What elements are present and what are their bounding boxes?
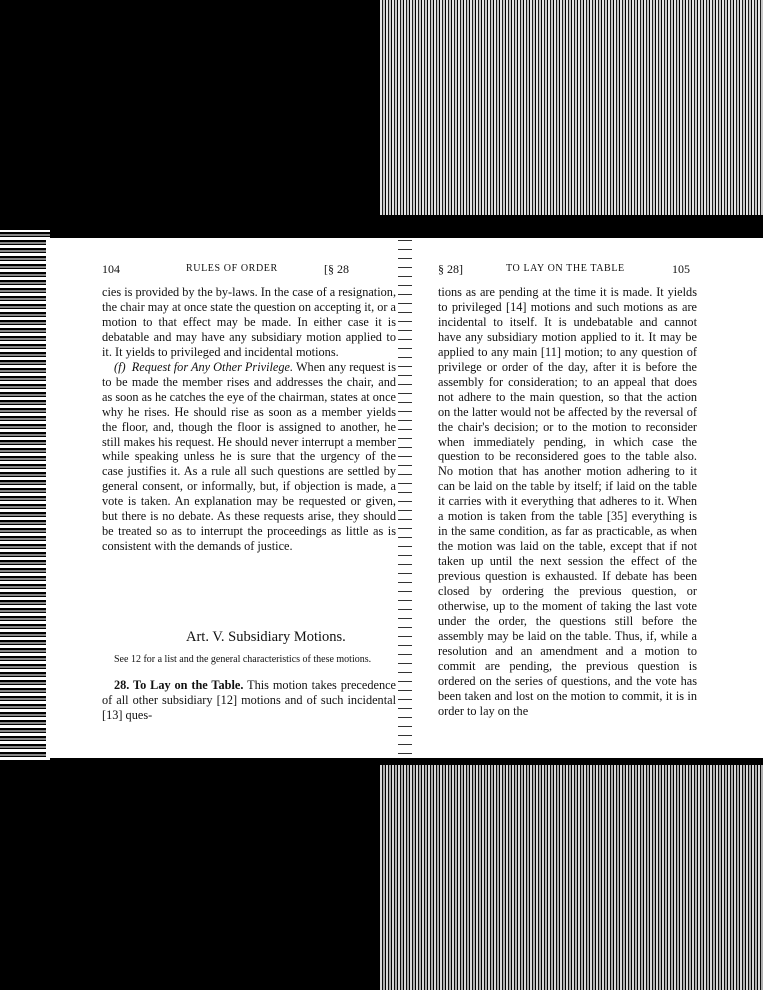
section-heading: 28. To Lay on the Table. — [114, 678, 244, 692]
paragraph: tions as are pending at the time it is made. It yields to privileged [14] motions and such motions as are incidental to itself. It is undebatable and cannot have any subsidiary motion applied to it. It may be applied to any main [11] motion; to any question of privilege or order of the day, after it is before the assembly for consideration; to an appeal that does not adhere to the main question, so that the action on the latter would not be affected by the reversal of the chair's decision; or to the motion to reconsider when immediately pending, in which case the question to be reconsidered goes to the table also. No motion that has another motion adhering to it can be laid on the table by itself; if laid on the table it carries with it everything that adheres to it. When a motion is taken from the table [35] everything is in the same condition, as far as practicable, as when the motion was laid on the table, except that if not taken up until the next session the effect of the previous question is exhausted. If debate has been closed by ordering the previous question, or otherwise, up to the moment of taking the last vote under the order, the questions still before the assembly may be laid on the table. Thus, if, while a resolution and an amendment and a motion to commit are pending, the previous question is ordered on the series of questions, and the vote has been taken and lost on the motion to commit, it is in order to lay on the — [438, 285, 697, 718]
page-number: 105 — [672, 262, 690, 276]
left-body-section — [102, 678, 396, 723]
note-text: See 12 for a list and the general characteristics of these motions. — [114, 654, 372, 665]
footnote — [102, 654, 396, 666]
right-page — [408, 238, 763, 758]
right-page-header — [408, 262, 763, 278]
section-ref: [§ 28 — [324, 262, 349, 276]
left-page-header — [46, 262, 402, 278]
paragraph — [102, 360, 396, 554]
right-body — [438, 285, 697, 719]
running-head: RULES OF ORDER — [186, 263, 278, 274]
paragraph-heading: Request for Any Other Privilege. — [131, 359, 294, 374]
running-head: TO LAY ON THE TABLE — [506, 263, 625, 274]
left-page — [46, 238, 402, 758]
open-book — [46, 238, 763, 758]
article-title: Art. V. Subsidiary Motions. — [186, 629, 346, 645]
scan-noise-bottom — [380, 765, 763, 990]
paragraph — [102, 678, 396, 723]
left-body — [102, 285, 396, 554]
section-ref: § 28] — [438, 262, 463, 276]
paragraph-text: This motion takes precedence of all other subsidiary [12] motions and of such incidental [13] ques- — [102, 678, 397, 722]
scan-noise-left — [0, 230, 50, 760]
scan-noise-top — [380, 0, 763, 215]
paragraph-text: When any request is to be made the member rises and addresses the chair, and as soon as he catches the eye of the chairman, states at once why he rises. He should rise as soon as a member yields the floor, and, though the floor is assigned to another, he still makes his request. He should never interrupt a member while speaking unless he is sure that the urgency of the case justifies it. As a rule all such questions are settled by general consent, or informally, but, if objection is made, a vote is taken. An explanation may be requested or given, but there is no debate. As these requests arise, they should be treated so as to interrupt the proceedings as little as is consistent with the demands of justice. — [102, 359, 396, 554]
paragraph: cies is provided by the by-laws. In the case of a resignation, the chair may at once state the question on accepting it, or a motion to that effect may be made. In either case it is debatable and may have any subsidiary motion applied to it. It yields to privileged and incidental motions. — [102, 285, 397, 359]
paragraph-label: (f) — [114, 359, 126, 374]
page-number: 104 — [102, 262, 120, 276]
